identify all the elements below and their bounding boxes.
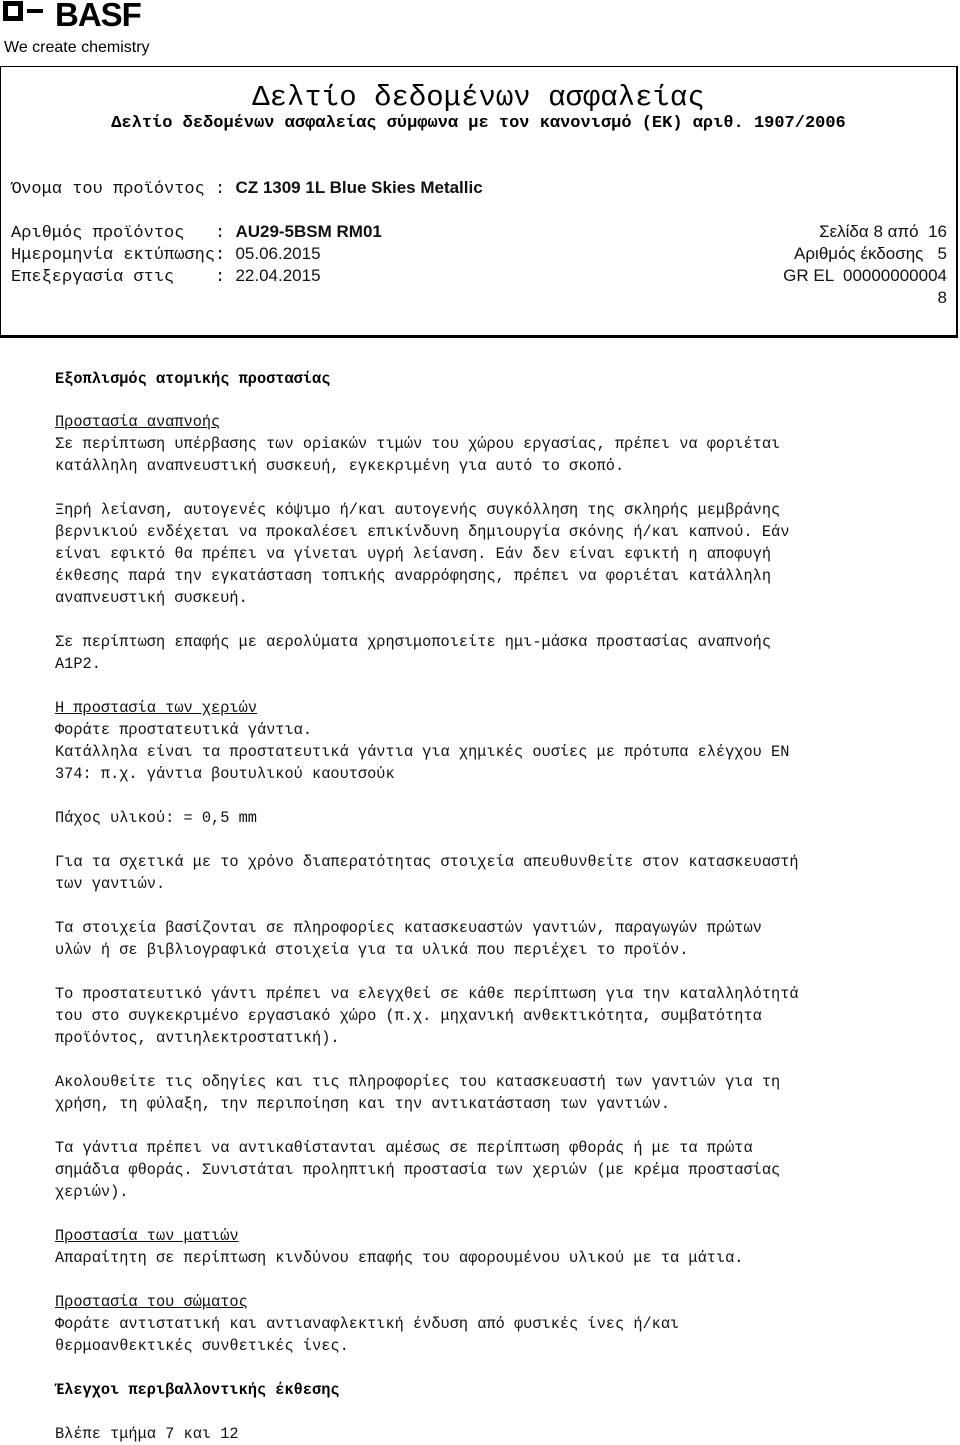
product-name-label: Όνομα του προϊόντος : [11, 180, 236, 199]
section-heading-environmental-exposure: Έλεγχοι περιβαλλοντικής έκθεσης [55, 1381, 340, 1399]
version-number: Αριθμός έκδοσης 5 [794, 244, 947, 263]
paragraph-line: Το προστατευτικό γάντι πρέπει να ελεγχθεί σε κάθε περίπτωση για την καταλληλότητά [55, 985, 799, 1003]
print-date-value: 05.06.2015 [235, 244, 321, 263]
product-number-value: AU29-5BSM RM01 [235, 222, 382, 241]
paragraph-line: A1P2. [55, 655, 101, 673]
paragraph-line: κατάλληλη αναπνευστική συσκευή, εγκεκριμένη για αυτό το σκοπό. [55, 457, 625, 475]
hand-protection-heading: Η προστασία των χεριών [55, 699, 257, 717]
paragraph-line: Ξηρή λείανση, αυτογενές κόψιμο ή/και αυτογενής συγκόλληση της σκληρής μεμβράνης [55, 501, 781, 519]
paragraph-line: Σε περίπτωση επαφής με αερολύματα χρησιμοποιείτε ημι-μάσκα προστασίας αναπνοής [55, 633, 772, 651]
document-code: GR EL 00000000004 [783, 266, 947, 285]
paragraph-line: 374: π.χ. γάντια βουτυλικού καουτσούκ [55, 765, 395, 783]
product-name-value: CZ 1309 1L Blue Skies Metallic [235, 178, 483, 197]
paragraph-line: προϊόντος, αντιηλεκτροστατική). [55, 1029, 340, 1047]
product-number-label: Αριθμός προϊόντος : [11, 224, 236, 243]
paragraph-line: Τα στοιχεία βασίζονται σε πληροφορίες κατασκευαστών γαντιών, παραγωγών πρώτων [55, 919, 762, 937]
paragraph-line: Ακολουθείτε τις οδηγίες και τις πληροφορίες του κατασκευαστή των γαντιών για τη [55, 1073, 781, 1091]
logo-tagline: We create chemistry [4, 39, 150, 56]
paragraph-line: βερνικιού ενδέχεται να προκαλέσει επικίνδυνη δημιουργία σκόνης ή/και καπνού. Εάν [55, 523, 790, 541]
paragraph-line: χεριών). [55, 1183, 129, 1201]
paragraph-line: Κατάλληλα είναι τα προστατευτικά γάντια για χημικές ουσίες με πρότυπα ελέγχου EN [55, 743, 790, 761]
document-header [0, 66, 958, 338]
respiratory-protection-heading: Προστασία αναπνοής [55, 413, 221, 431]
print-date-row [11, 243, 321, 267]
paragraph-line: υλών ή σε βιβλιογραφικά στοιχεία για τα υλικά που περιέχει το προϊόν. [55, 941, 689, 959]
paragraph-line: των γαντιών. [55, 875, 166, 893]
body-protection-heading: Προστασία του σώματος [55, 1293, 248, 1311]
paragraph-line: έκθεσης παρά την εγκατάσταση τοπικής αναρρόφησης, πρέπει να φοριέται κατάλληλη [55, 567, 772, 585]
material-thickness-line: Πάχος υλικού: = 0,5 mm [55, 809, 257, 827]
section-heading-ppe: Εξοπλισμός ατομικής προστασίας [55, 370, 331, 388]
paragraph-line: Τα γάντια πρέπει να αντικαθίστανται αμέσως σε περίπτωση φθοράς ή με τα πρώτα [55, 1139, 753, 1157]
paragraph-line: Φοράτε προστατευτικά γάντια. [55, 721, 313, 739]
processed-row [11, 265, 321, 289]
paragraph-line: είναι εφικτό θα πρέπει να γίνεται υγρή λείανση. Εάν δεν είναι εφικτή η αποφυγή [55, 545, 772, 563]
paragraph-line: αναπνευστική συσκευή. [55, 589, 248, 607]
basf-logo [3, 1, 173, 61]
processed-value: 22.04.2015 [235, 266, 321, 285]
logo-wordmark: BASF [55, 0, 141, 33]
product-number-row [11, 221, 382, 245]
basf-logo-mark-icon [3, 1, 47, 29]
product-name-row [11, 177, 483, 201]
print-date-label: Ημερομηνία εκτύπωσης: [11, 246, 236, 265]
paragraph-line: Απαραίτητη σε περίπτωση κινδύνου επαφής του αφορουμένου υλικού με τα μάτια. [55, 1249, 744, 1267]
paragraph-line: Για τα σχετικά με το χρόνο διαπερατότητας στοιχεία απευθυνθείτε στον κατασκευαστή [55, 853, 799, 871]
paragraph-line: Φοράτε αντιστατική και αντιαναφλεκτική ένδυση από φυσικές ίνες ή/και [55, 1315, 680, 1333]
processed-label: Επεξεργασία στις : [11, 268, 236, 287]
paragraph-line: σημάδια φθοράς. Συνιστάται προληπτική προστασία των χεριών (με κρέμα προστασίας [55, 1161, 781, 1179]
document-title: Δελτίο δεδομένων ασφαλείας [252, 81, 705, 114]
eye-protection-heading: Προστασία των ματιών [55, 1227, 239, 1245]
see-sections-line: Βλέπε τμήμα 7 και 12 [55, 1425, 239, 1443]
page-indicator: Σελίδα 8 από 16 [819, 222, 947, 241]
paragraph-line: Σε περίπτωση υπέρβασης των ορiακών τιμών του χώρου εργασίας, πρέπει να φοριέται [55, 435, 781, 453]
document-code-continued: 8 [937, 288, 947, 307]
document-subtitle: Δελτίο δεδομένων ασφαλείας σύμφωνα με τον κανονισμό (ΕΚ) αριθ. 1907/2006 [111, 114, 846, 133]
paragraph-line: θερμοανθεκτικές συνθετικές ίνες. [55, 1337, 349, 1355]
paragraph-line: χρήση, τη φύλαξη, την περιποίηση και την αντικατάσταση των γαντιών. [55, 1095, 671, 1113]
paragraph-line: του στο συγκεκριμένο εργασιακό χώρο (π.χ. μηχανική ανθεκτικότητα, συμβατότητα [55, 1007, 762, 1025]
